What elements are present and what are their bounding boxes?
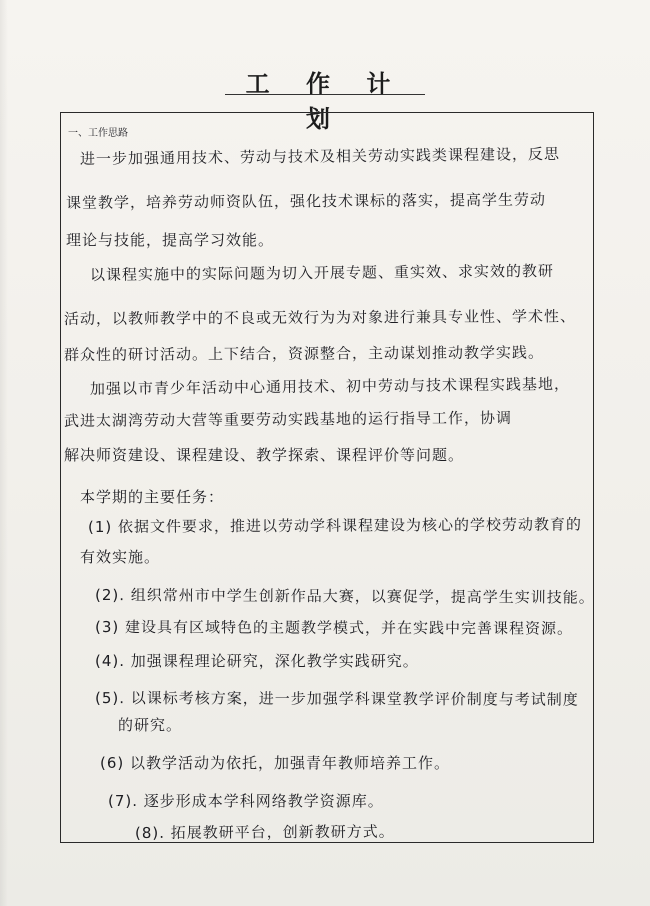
text-line: 群众性的研讨活动。上下结合，资源整合，主动谋划推动教学实践。 xyxy=(63,343,545,364)
text-line: 课堂教学，培养劳动师资队伍，强化技术课标的落实，提高学生劳动 xyxy=(65,190,547,212)
task-item: (5). 以课标考核方案，进一步加强学科课堂教学评价制度与考试制度 xyxy=(94,689,579,709)
section-heading: 本学期的主要任务： xyxy=(80,488,225,506)
task-item: (6) 以教学活动为依托，加强青年教师培养工作。 xyxy=(100,754,451,772)
text-line: 加强以市青少年活动中心通用技术、初中劳动与技术课程实践基地， xyxy=(89,374,571,398)
page-title: 工 作 计 划 xyxy=(245,70,405,133)
task-item-continuation: 有效实施。 xyxy=(80,548,161,566)
page-edge-shadow xyxy=(0,0,8,906)
text-line: 以课程实施中的实际问题为切入开展专题、重实效、求实效的教研 xyxy=(89,261,555,284)
text-line: 活动，以教师教学中的不良或无效行为为对象进行兼具专业性、学术性、 xyxy=(63,307,577,328)
text-line: 武进太湖湾劳动大营等重要劳动实践基地的运行指导工作，协调 xyxy=(63,408,513,430)
task-item: (1) 依据文件要求，推进以劳动学科课程建设为核心的学校劳动教育的 xyxy=(87,515,583,536)
text-line: 理论与技能，提高学习效能。 xyxy=(66,231,275,249)
title-underline xyxy=(225,94,425,95)
section-heading: 一、工作思路 xyxy=(68,128,128,139)
task-item: (3) 建设具有区域特色的主题教学模式，并在实践中完善课程资源。 xyxy=(94,618,574,638)
task-item: (7). 逐步形成本学科网络教学资源库。 xyxy=(108,792,384,810)
task-item: (4). 加强课程理论研究，深化教学实践研究。 xyxy=(95,652,419,670)
task-item-continuation: 的研究。 xyxy=(118,716,183,734)
text-line: 进一步加强通用技术、劳动与技术及相关劳动实践类课程建设，反思 xyxy=(79,144,561,168)
task-item: (2). 组织常州市中学生创新作品大赛，以赛促学，提高学生实训技能。 xyxy=(94,586,595,607)
text-line: 解决师资建设、课程建设、教学探索、课程评价等问题。 xyxy=(64,446,465,464)
task-item: (8). 拓展教研平台，创新教研方式。 xyxy=(134,822,395,842)
